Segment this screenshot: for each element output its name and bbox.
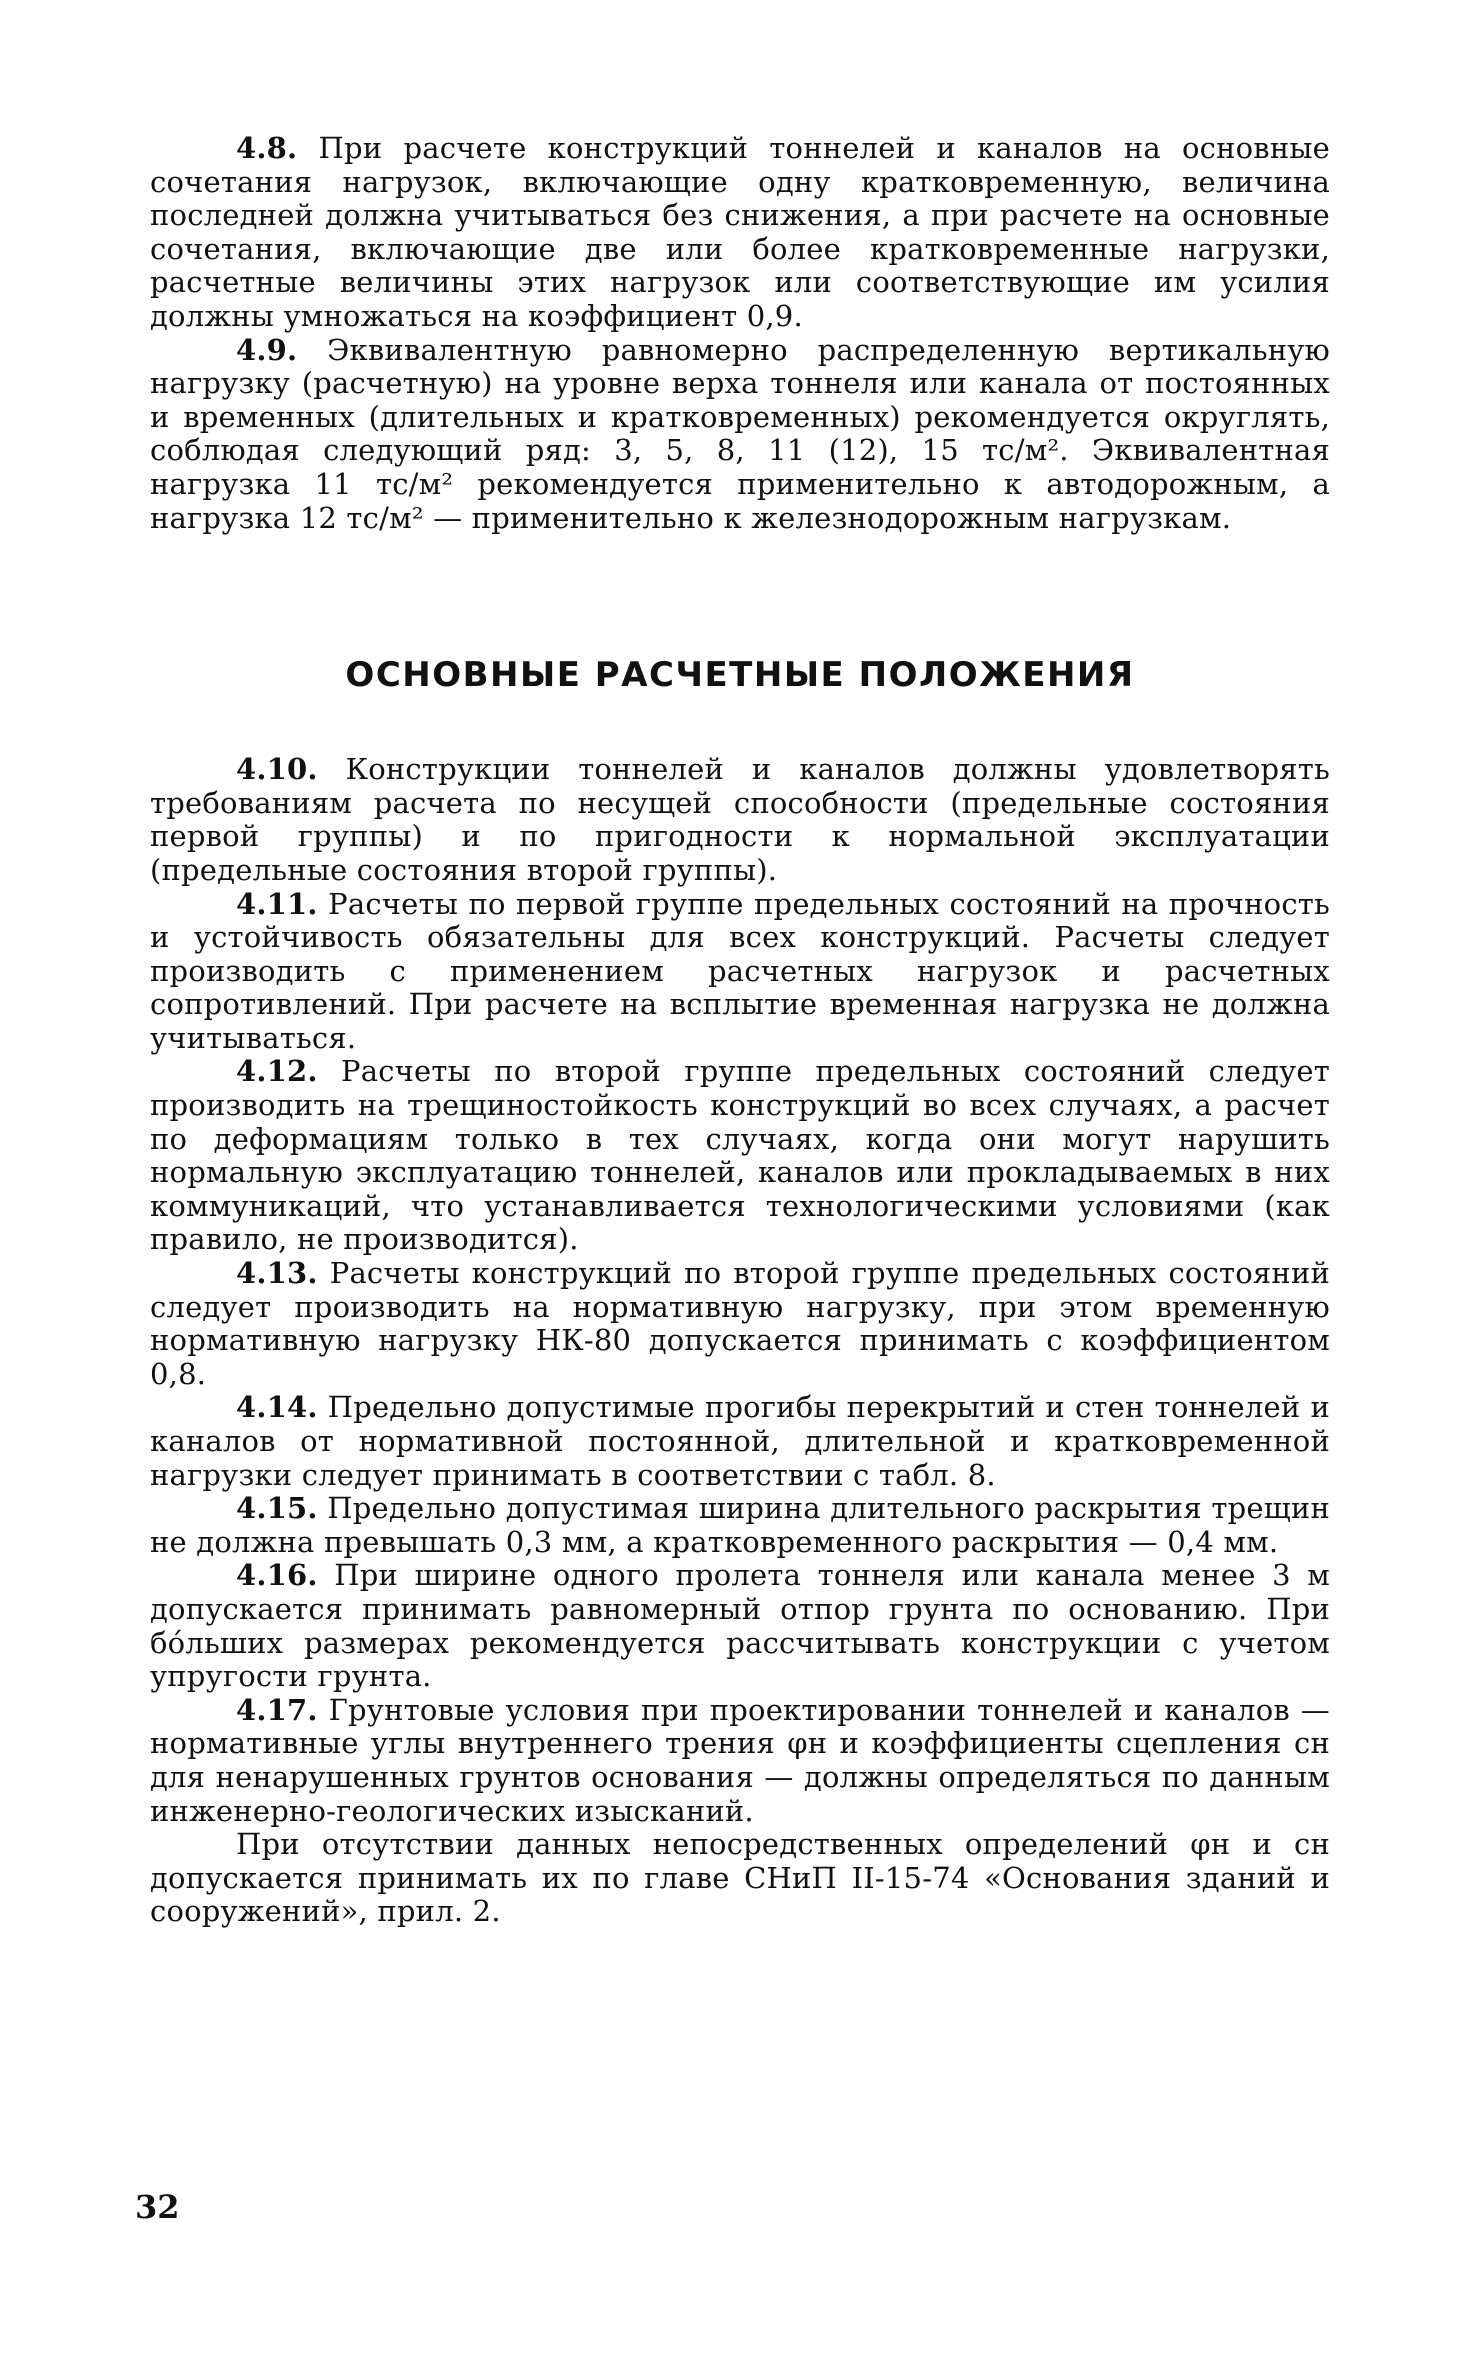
paragraph-4-11	[150, 888, 1330, 1056]
paragraph-4-14	[150, 1391, 1330, 1492]
clause-text: Эквивалентную равномерно распределенную вертикальную нагрузку (расчетную) на уровне верха тоннеля или канала от постоянных и временных (длительных и кратковременных) рекомендуется округлять, соблюдая следующий ряд: 3, 5, 8, 11 (12), 15 тс/м². Эквивалентная нагрузка 11 тс/м² рекомендуется применительно к автодорожным, а нагрузка 12 тс/м² — применительно к железнодорожным нагрузкам.	[150, 332, 1331, 535]
clause-number: 4.17.	[236, 1692, 318, 1727]
clause-text: Грунтовые условия при проектировании тоннелей и каналов — нормативные углы внутреннего трения φн и коэффициенты сцепления сн для ненарушенных грунтов основания — должны определяться по данным инженерно-геологических изысканий.	[150, 1692, 1330, 1828]
section-heading: ОСНОВНЫЕ РАСЧЕТНЫЕ ПОЛОЖЕНИЯ	[345, 655, 1135, 696]
clause-number: 4.9.	[236, 332, 298, 367]
clause-number: 4.14.	[236, 1390, 318, 1425]
clause-text: Расчеты по первой группе предельных состояний на прочность и устойчивость обязательны для всех конструкций. Расчеты следует производить с применением расчетных нагрузок и расчетных сопротивлений. При расчете на всплытие временная нагрузка не должна учитываться.	[150, 886, 1330, 1055]
paragraph-4-9	[150, 334, 1330, 536]
clause-number: 4.11.	[236, 886, 318, 921]
paragraph-4-13	[150, 1257, 1330, 1391]
paragraph-4-17-continued	[150, 1828, 1330, 1929]
paragraph-4-16	[150, 1559, 1330, 1693]
top-section	[150, 132, 1330, 535]
clause-text: При отсутствии данных непосредственных определений φн и сн допускается принимать их по главе СНиП II-15-74 «Основания зданий и сооружений», прил. 2.	[150, 1827, 1330, 1929]
clause-number: 4.10.	[236, 752, 318, 787]
clause-text: Расчеты по второй группе предельных состояний следует производить на трещиностойкость конструкций во всех случаях, а расчет по деформациям только в тех случаях, когда они могут нарушить нормальную эксплуатацию тоннелей, каналов или прокладываемых в них коммуникаций, что устанавливается технологическими условиями (как правило, не производится).	[150, 1054, 1331, 1257]
paragraph-4-15	[150, 1492, 1330, 1559]
clause-number: 4.16.	[236, 1558, 318, 1593]
heading-wrapper	[150, 655, 1330, 695]
clause-text: Конструкции тоннелей и каналов должны удовлетворять требованиям расчета по несущей способности (предельные состояния первой группы) и по пригодности к нормальной эксплуатации (предельные состояния второй группы).	[150, 752, 1330, 887]
clause-text: При ширине одного пролета тоннеля или канала менее 3 м допускается принимать равномерный отпор грунта по основанию. При бóльших размерах рекомендуется рассчитывать конструкции с учетом упругости грунта.	[150, 1558, 1330, 1694]
clause-text: При расчете конструкций тоннелей и каналов на основные сочетания нагрузок, включающие одну кратковременную, величина последней должна учитываться без снижения, а при расчете на основные сочетания, включающие две или более кратковременные нагрузки, расчетные величины этих нагрузок или соответствующие им усилия должны умножаться на коэффициент 0,9.	[150, 131, 1330, 333]
paragraph-4-12	[150, 1055, 1330, 1257]
page-number: 32	[135, 2188, 180, 2226]
paragraph-4-10	[150, 753, 1330, 887]
clause-number: 4.8.	[236, 131, 298, 165]
clause-text: Предельно допустимые прогибы перекрытий и стен тоннелей и каналов от нормативной постоянной, длительной и кратковременной нагрузки следует принимать в соответствии с табл. 8.	[150, 1390, 1330, 1492]
clause-number: 4.12.	[236, 1054, 318, 1089]
paragraph-4-17	[150, 1694, 1330, 1828]
paragraph-4-8	[150, 132, 1330, 334]
clause-number: 4.13.	[236, 1256, 318, 1291]
main-section	[150, 753, 1330, 1929]
page-body	[150, 132, 1330, 1929]
clause-number: 4.15.	[236, 1491, 318, 1526]
clause-text: Расчеты конструкций по второй группе предельных состояний следует производить на нормативную нагрузку, при этом временную нормативную нагрузку НК-80 допускается принимать с коэффициентом 0,8.	[150, 1256, 1331, 1391]
clause-text: Предельно допустимая ширина длительного раскрытия трещин не должна превышать 0,3 мм, а кратковременного раскрытия — 0,4 мм.	[150, 1491, 1330, 1559]
